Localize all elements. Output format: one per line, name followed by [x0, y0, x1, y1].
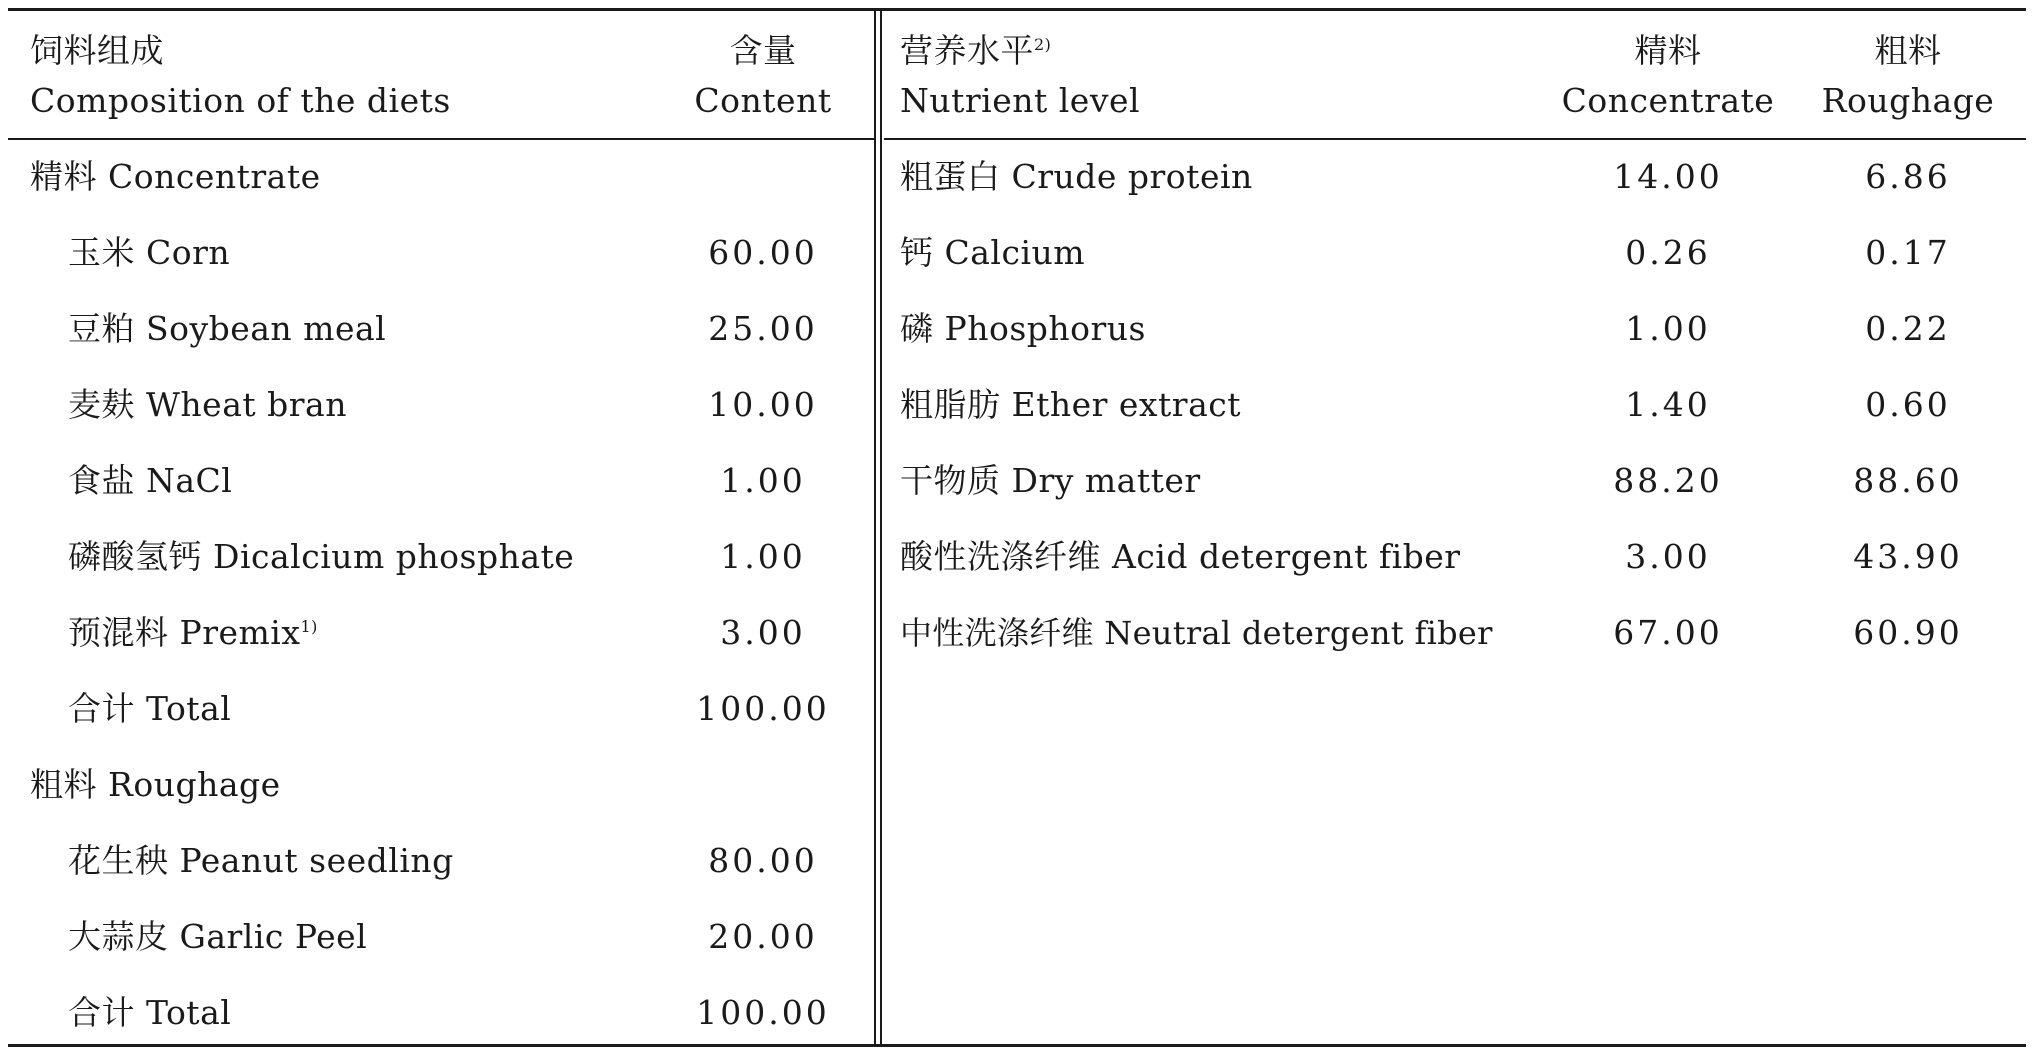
right-header-nutrient [900, 26, 1140, 126]
row-label: 豆粕 Soybean meal [68, 309, 387, 348]
concentrate-label-zh: 精料 [1634, 31, 1702, 70]
nutrient-label: 粗蛋白 Crude protein [900, 157, 1253, 196]
left-header-composition [30, 26, 451, 126]
roughage-label-en: Roughage [1821, 81, 1995, 120]
left-header-content [663, 26, 863, 126]
column-divider-right [880, 8, 882, 1047]
column-divider-left [874, 8, 876, 1047]
concentrate-label-en: Concentrate [1561, 81, 1775, 120]
row-value: 1.00 [720, 461, 806, 500]
concentrate-value: 1.40 [1625, 385, 1711, 424]
content-label-zh: 含量 [729, 31, 797, 70]
roughage-value: 43.90 [1853, 537, 1963, 576]
roughage-value: 6.86 [1865, 157, 1951, 196]
bottom-rule [8, 1044, 2026, 1047]
row-value: 60.00 [708, 233, 818, 272]
row-label: 合计 Total [68, 993, 232, 1032]
diet-composition-table [8, 8, 2026, 1048]
nutrient-label-en: Nutrient level [900, 81, 1141, 120]
roughage-value: 0.22 [1865, 309, 1951, 348]
row-label: 合计 Total [68, 689, 232, 728]
row-value: 80.00 [708, 841, 818, 880]
row-value: 25.00 [708, 309, 818, 348]
row-value: 20.00 [708, 917, 818, 956]
composition-label-en: Composition of the diets [30, 81, 451, 120]
concentrate-value: 14.00 [1613, 157, 1723, 196]
nutrient-label: 磷 Phosphorus [900, 309, 1146, 348]
row-value: 3.00 [720, 613, 806, 652]
row-label: 精料 Concentrate [30, 157, 321, 196]
nutrient-label: 酸性洗涤纤维 Acid detergent fiber [900, 537, 1461, 576]
row-label: 麦麸 Wheat bran [68, 385, 347, 424]
right-header-roughage [1798, 26, 2018, 126]
concentrate-value: 67.00 [1613, 613, 1723, 652]
composition-label-zh: 饲料组成 [30, 31, 164, 70]
roughage-value: 88.60 [1853, 461, 1963, 500]
right-header-concentrate [1548, 26, 1788, 126]
roughage-label-zh: 粗料 [1874, 31, 1942, 70]
premix-label: 预混料 Premix [68, 613, 301, 652]
premix-footnote-mark: 1) [300, 617, 318, 636]
nutrient-label: 干物质 Dry matter [900, 461, 1201, 500]
row-label: 磷酸氢钙 Dicalcium phosphate [68, 537, 575, 576]
nutrient-label: 中性洗涤纤维 Neutral detergent fiber [900, 614, 1493, 652]
concentrate-value: 3.00 [1625, 537, 1711, 576]
nutrient-label: 粗脂肪 Ether extract [900, 385, 1241, 424]
row-label: 粗料 Roughage [30, 765, 281, 804]
row-value: 1.00 [720, 537, 806, 576]
nutrient-label: 钙 Calcium [900, 233, 1086, 272]
row-label: 大蒜皮 Garlic Peel [68, 917, 368, 956]
row-label: 玉米 Corn [68, 233, 231, 272]
row-value: 10.00 [708, 385, 818, 424]
row-label [68, 613, 318, 653]
row-label: 食盐 NaCl [68, 461, 233, 500]
row-value: 100.00 [696, 689, 830, 728]
right-header-rule [884, 138, 2026, 140]
content-label-en: Content [694, 81, 832, 120]
concentrate-value: 1.00 [1625, 309, 1711, 348]
row-value: 100.00 [696, 993, 830, 1032]
concentrate-value: 88.20 [1613, 461, 1723, 500]
left-header-rule [8, 138, 874, 140]
roughage-value: 0.60 [1865, 385, 1951, 424]
roughage-value: 60.90 [1853, 613, 1963, 652]
row-label: 花生秧 Peanut seedling [68, 841, 454, 880]
top-rule [8, 8, 2026, 11]
concentrate-value: 0.26 [1625, 233, 1711, 272]
nutrient-label-zh: 营养水平 [900, 31, 1034, 70]
nutrient-footnote-mark: 2) [1034, 35, 1052, 54]
roughage-value: 0.17 [1865, 233, 1951, 272]
